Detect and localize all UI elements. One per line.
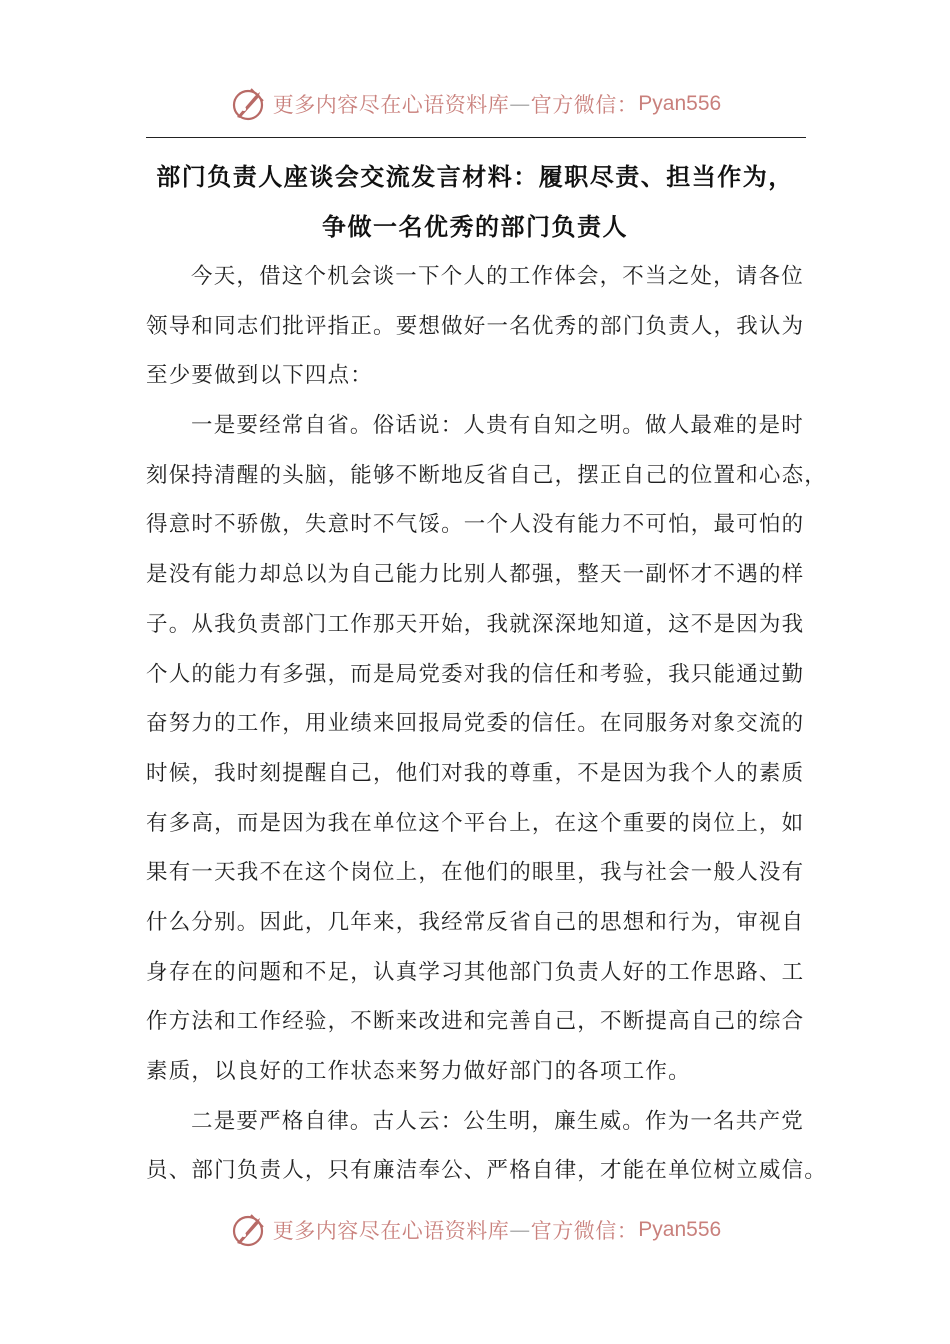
document-title-line-1: 部门负责人座谈会交流发言材料：履职尽责、担当作为， [156, 163, 794, 191]
body-line: 得意时不骄傲，失意时不气馁。一个人没有能力不可怕，最可怕的 [146, 512, 805, 538]
body-line: 是没有能力却总以为自己能力比别人都强，整天一副怀才不遇的样 [146, 562, 805, 588]
body-line: 个人的能力有多强，而是局党委对我的信任和考验，我只能通过勤 [146, 661, 805, 687]
body-line: 员、部门负责人，只有廉洁奉公、严格自律，才能在单位树立威信。 [146, 1158, 828, 1184]
body-line: 奋努力的工作，用业绩来回报局党委的信任。在同服务对象交流的 [146, 711, 805, 737]
body-line: 一是要经常自省。俗话说：人贵有自知之明。做人最难的是时 [191, 413, 804, 439]
banner-dash: — [509, 1218, 531, 1242]
banner-wechat-label: 官方微信： [530, 1219, 639, 1243]
body-line: 素质，以良好的工作状态来努力做好部门的各项工作。 [146, 1059, 691, 1084]
banner-wechat-id: Pyan556 [638, 92, 722, 115]
pen-nib-logo-icon [229, 84, 269, 124]
banner-text: 更多内容尽在心语资料库 [272, 93, 510, 117]
footer-banner [0, 1208, 950, 1252]
body-line: 至少要做到以下四点： [146, 363, 374, 389]
banner-wechat-id: Pyan556 [638, 1218, 722, 1241]
body-line: 果有一天我不在这个岗位上，在他们的眼里，我与社会一般人没有 [146, 860, 805, 886]
body-line: 刻保持清醒的头脑，能够不断地反省自己，摆正自己的位置和心态， [146, 462, 828, 488]
body-line: 今天，借这个机会谈一下个人的工作体会，不当之处，请各位 [191, 264, 804, 289]
body-line: 子。从我负责部门工作那天开始，我就深深地知道，这不是因为我 [146, 611, 805, 637]
header-banner [0, 82, 950, 126]
body-line: 时候，我时刻提醒自己，他们对我的尊重，不是因为我个人的素质 [146, 760, 805, 786]
body-line: 身存在的问题和不足，认真学习其他部门负责人好的工作思路、工 [146, 959, 805, 985]
body-line: 作方法和工作经验，不断来改进和完善自己，不断提高自己的综合 [146, 1009, 805, 1035]
banner-text: 更多内容尽在心语资料库 [272, 1219, 510, 1243]
document-title-line-2: 争做一名优秀的部门负责人 [322, 213, 628, 241]
banner-dash: — [509, 92, 531, 116]
body-line: 二是要严格自律。古人云：公生明，廉生威。作为一名共产党 [191, 1108, 804, 1134]
document-body [146, 252, 828, 1196]
body-line: 有多高，而是因为我在单位这个平台上，在这个重要的岗位上，如 [146, 810, 805, 836]
body-line: 领导和同志们批评指正。要想做好一名优秀的部门负责人，我认为 [146, 313, 805, 339]
banner-wechat-label: 官方微信： [530, 93, 639, 117]
body-line: 什么分别。因此，几年来，我经常反省自己的思想和行为，审视自 [146, 909, 805, 935]
pen-nib-logo-icon [229, 1210, 269, 1250]
header-divider [146, 137, 806, 138]
